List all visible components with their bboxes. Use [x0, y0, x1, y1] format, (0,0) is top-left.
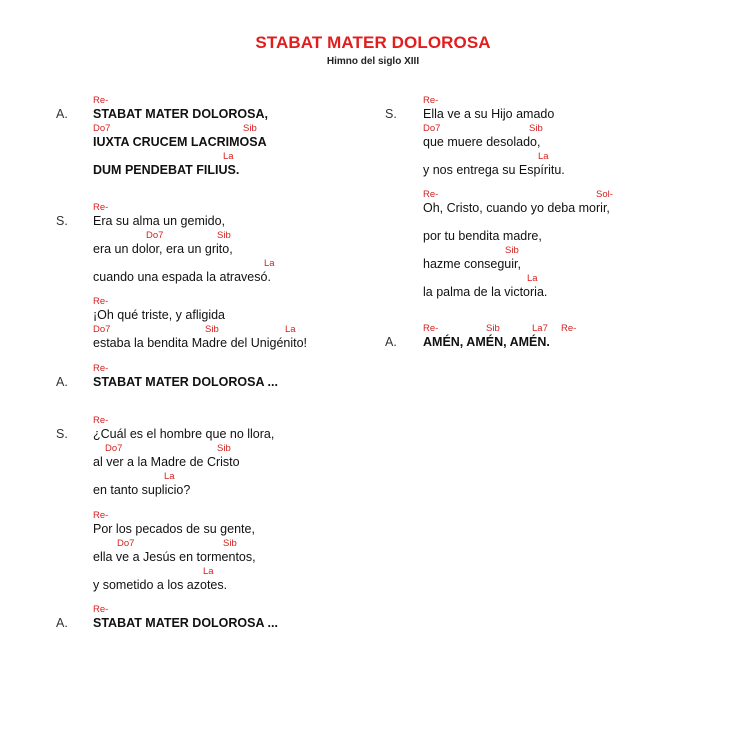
lyric-line: hazme conseguir,	[423, 257, 521, 271]
stanza-right-2	[423, 321, 577, 349]
lyric-line: estaba la bendita Madre del Unigénito!	[93, 336, 308, 350]
chord: Do7	[93, 324, 111, 335]
song-subtitle: Himno del siglo XIII	[326, 56, 420, 67]
lyric-line: al ver a la Madre de Cristo	[93, 455, 240, 469]
chord: La	[285, 324, 296, 335]
chord: La	[264, 258, 275, 269]
lyric-line: STABAT MATER DOLOROSA,	[93, 107, 268, 121]
chord: Do7	[117, 538, 135, 549]
part-label: S.	[385, 107, 397, 121]
lyric-line: ella ve a Jesús en tormentos,	[93, 550, 256, 564]
chord: Do7	[423, 123, 441, 134]
chord: Sib	[243, 123, 257, 134]
chord: La	[527, 273, 538, 284]
chord: Sib	[205, 324, 219, 335]
part-label: A.	[385, 335, 397, 349]
lyric-line: cuando una espada la atravesó.	[93, 270, 271, 284]
chord: Do7	[93, 123, 111, 134]
chord: Re-	[93, 95, 109, 106]
lyric-line: STABAT MATER DOLOROSA ...	[93, 616, 278, 630]
chord-row	[423, 321, 577, 335]
lyric-line: DUM PENDEBAT FILIUS.	[93, 163, 240, 177]
lyric-line: en tanto suplicio?	[93, 483, 191, 497]
chord: Sib	[486, 323, 500, 334]
chord: La	[538, 151, 549, 162]
song-title: STABAT MATER DOLOROSA	[255, 33, 491, 52]
part-label: S.	[56, 427, 68, 441]
lyric-line: era un dolor, era un grito,	[93, 242, 233, 256]
part-label: A.	[56, 375, 68, 389]
chord: Sib	[217, 443, 231, 454]
chord: La7	[532, 323, 548, 334]
lyric-line: ¿Cuál es el hombre que no llora,	[93, 427, 275, 441]
chord: Re-	[423, 95, 439, 106]
chord: Re-	[561, 323, 577, 334]
chord-row	[423, 121, 565, 135]
lyric-line: STABAT MATER DOLOROSA ...	[93, 375, 278, 389]
chord: Re-	[93, 202, 109, 213]
chord-row	[423, 149, 565, 163]
chord: Sib	[529, 123, 543, 134]
lyric-line: IUXTA CRUCEM LACRIMOSA	[93, 135, 267, 149]
chord: Do7	[146, 230, 164, 241]
lyric-line: por tu bendita madre,	[423, 229, 542, 243]
chord: Sol-	[596, 189, 613, 200]
lyric-line: Por los pecados de su gente,	[93, 522, 255, 536]
stanza-right-0	[423, 93, 565, 177]
lyric-line: Ella ve a su Hijo amado	[423, 107, 555, 121]
chord-row	[423, 187, 613, 201]
chord: La	[164, 471, 175, 482]
lyric-line: Era su alma un gemido,	[93, 214, 226, 228]
lyric-line: y nos entrega su Espíritu.	[423, 163, 565, 177]
lyric-line: ¡Oh qué triste, y afligida	[93, 308, 226, 322]
chord-row	[423, 271, 610, 285]
chord: Re-	[93, 510, 109, 521]
chord: Re-	[423, 323, 439, 334]
chord: Sib	[505, 245, 519, 256]
chord: Re-	[93, 604, 109, 615]
stanza-right-1	[423, 187, 613, 299]
chord-row	[423, 215, 610, 229]
chord-row	[423, 243, 610, 257]
chord: Sib	[223, 538, 237, 549]
lyric-line: AMÉN, AMÉN, AMÉN.	[423, 335, 550, 349]
chord: Re-	[93, 363, 109, 374]
lyric-line: Oh, Cristo, cuando yo deba morir,	[423, 201, 610, 215]
part-label: A.	[56, 107, 68, 121]
chord-row	[423, 93, 565, 107]
chord: Re-	[93, 415, 109, 426]
chord: Do7	[105, 443, 123, 454]
lyric-line: que muere desolado,	[423, 135, 541, 149]
chord: La	[223, 151, 234, 162]
lyric-line: la palma de la victoria.	[423, 285, 548, 299]
lyric-line: y sometido a los azotes.	[93, 578, 228, 592]
chord: La	[203, 566, 214, 577]
chord: Re-	[93, 296, 109, 307]
part-label: S.	[56, 214, 68, 228]
part-label: A.	[56, 616, 68, 630]
chord: Sib	[217, 230, 231, 241]
chord: Re-	[423, 189, 439, 200]
